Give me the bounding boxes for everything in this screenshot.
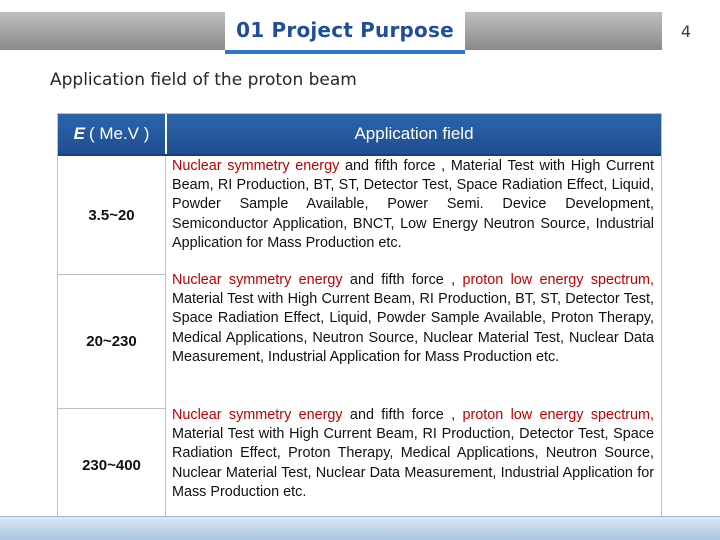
- highlight-text: Nuclear symmetry energy: [172, 158, 340, 174]
- highlight-text: proton low energy spectrum,: [462, 407, 654, 423]
- title-box: [225, 10, 465, 54]
- highlight-text: Nuclear symmetry energy: [172, 407, 343, 423]
- table-header-row: [58, 114, 661, 156]
- table-row-energy: 20~230: [58, 275, 165, 409]
- header-application-field: Application field: [354, 124, 474, 143]
- highlight-text: Nuclear symmetry energy: [172, 272, 343, 288]
- table-row-field: [172, 271, 654, 367]
- energy-unit: ( Me.V ): [88, 124, 150, 143]
- field-text: Material Test with High Current Beam, RI Production, BT, ST, Detector Test, Space Radiation Effect, Liquid, Powder Sample Available, Proton Therapy, Medical Applications, Neutron Source, Nuclear Material Test, Nuclear Data Measurement, Industrial Application for Mass Production etc.: [172, 291, 654, 365]
- field-text: Material Test with High Current Beam, RI Production, Detector Test, Space Radiation Effect, Proton Therapy, Medical Applications, Neutron Source, Nuclear Material Test, Nuclear Data Measurement, Industrial Application for Mass Production etc.: [172, 426, 654, 500]
- table-row-energy: 230~400: [82, 457, 141, 474]
- table-row-field: [172, 157, 654, 253]
- header-energy: [58, 114, 165, 154]
- table-row-field: [172, 406, 654, 502]
- table-row-energy: 3.5~20: [58, 157, 165, 275]
- field-text: and fifth force ,: [342, 272, 463, 288]
- highlight-text: proton low energy spectrum,: [462, 272, 654, 288]
- field-text: and fifth force ,: [342, 407, 463, 423]
- section-subtitle: Application field of the proton beam: [50, 70, 357, 90]
- page-title: 01 Project Purpose: [236, 18, 454, 42]
- page-number: 4: [680, 22, 692, 41]
- field-text: and fifth force , Material Test with High Current Beam, RI Production, BT, ST, Detector Test, Space Radiation Effect, Liquid, Powder Sample Available, Power Semi. Device Development, Semiconductor Application, BNCT, Low Energy Neutron Source, Industrial Application for Mass Production etc.: [172, 158, 654, 251]
- energy-symbol: E: [73, 124, 85, 143]
- footer-band: [0, 517, 720, 540]
- application-table: [57, 113, 662, 522]
- column-divider: [165, 156, 166, 522]
